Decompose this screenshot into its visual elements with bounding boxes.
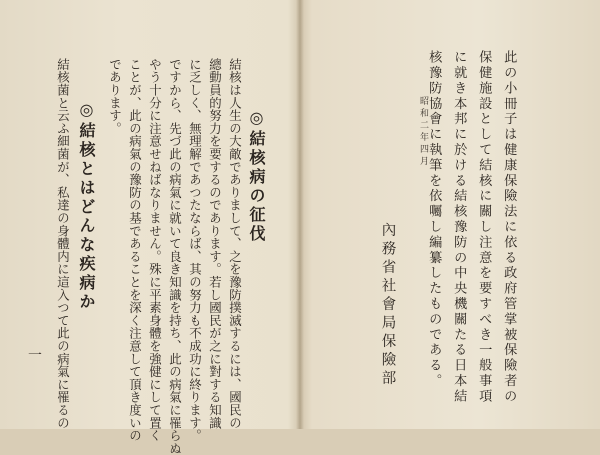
section1-line-1: 結核は人生の大敵でありまして、之を豫防撲滅するには、國民の: [227, 58, 243, 430]
publication-date: 昭和二年四月: [418, 96, 428, 168]
page-number: 一: [28, 348, 42, 364]
section1-heading: ◎結核病の征伐: [247, 108, 266, 244]
section2-heading: ◎結核とはどんな疾病か: [77, 100, 96, 312]
preface-line-1: 此の小冊子は健康保險法に依る政府管掌被保險者の: [501, 50, 517, 405]
section1-line-6: ことが、此の病氣の豫防の基であることを深く注意して頂き度いの: [127, 58, 143, 442]
preface-line-4: 核豫防協會に執筆を依囑し編纂したものである。: [426, 50, 442, 389]
section1-line-3: に乏しく、無理解であつたならば、其の努力も不成功に終ります。: [187, 58, 203, 442]
left-page: [0, 0, 299, 455]
right-page: [301, 0, 600, 429]
section1-line-2: 總動員的努力を要するのであります。若し國民が之に對する知識: [207, 58, 223, 430]
section2-line-1: 結核菌と云ふ細菌が、私達の身體内に這入つて此の病氣に罹るの: [55, 58, 71, 430]
publisher-name: 內務省社會局保險部: [379, 222, 396, 389]
section1-line-4: ですから、先づ此の病氣に就いて良き知識を持ち、此の病氣に罹らぬ: [167, 58, 183, 455]
section1-line-7: であります。: [107, 58, 123, 135]
preface-line-3: に就き本邦に於ける結核豫防の中央機關たる日本結: [451, 50, 467, 405]
preface-line-2: 保健施設として結核に關し注意を要すべき一般事項: [476, 50, 492, 405]
section1-line-5: やう十分に注意せねばなりません。殊に平素身體を強健にして置く: [147, 58, 163, 442]
